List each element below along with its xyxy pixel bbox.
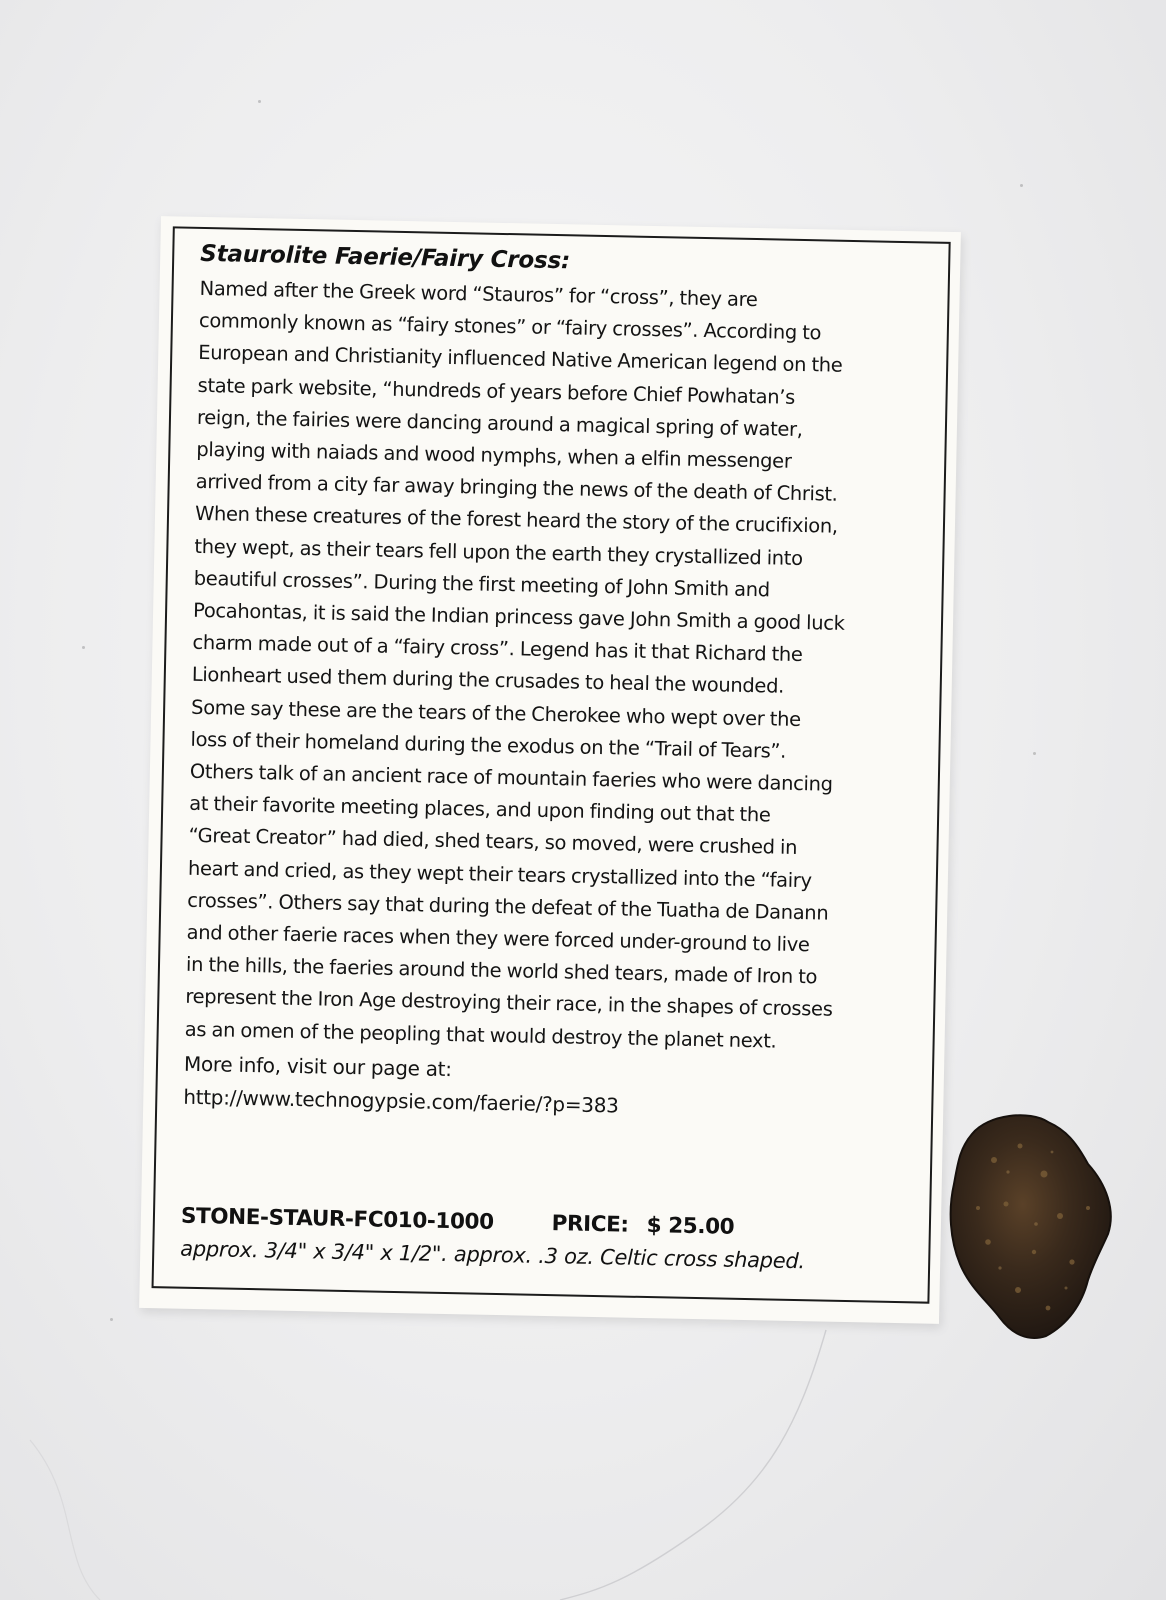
sku-price-row (181, 1204, 921, 1244)
text-line: and other faerie races when they were forced under-ground to live (186, 920, 810, 957)
text-line: state park website, “hundreds of years before Chief Powhatan’s (197, 373, 796, 409)
text-line: they wept, as their tears fell upon the earth they crystallized into (194, 534, 803, 570)
info-card (139, 216, 961, 1324)
surface-speck (1020, 184, 1023, 187)
text-line: Some say these are the tears of the Cherokee who wept over the (190, 695, 801, 731)
text-line: as an omen of the peopling that would destroy the planet next. (184, 1017, 777, 1053)
text-line: beautiful crosses”. During the first meeting of John Smith and (193, 566, 771, 602)
more-info-label: More info, visit our page at: (183, 1051, 452, 1081)
surface-speck (110, 1318, 113, 1321)
staurolite-stone (948, 1112, 1118, 1342)
price-value: $ 25.00 (646, 1213, 735, 1240)
text-line: Lionheart used them during the crusades to heal the wounded. (191, 663, 785, 699)
text-line: crosses”. Others say that during the defeat of the Tuatha de Danann (187, 888, 829, 925)
text-line: reign, the fairies were dancing around a magical spring of water, (196, 405, 803, 441)
text-line: commonly known as “fairy stones” or “fairy crosses”. According to (198, 309, 822, 345)
text-line: playing with naiads and wood nymphs, when a elfin messenger (196, 437, 792, 473)
sku-code: STONE-STAUR-FC010-1000 (180, 1203, 494, 1235)
text-line: at their favorite meeting places, and upon finding out that the (189, 792, 771, 827)
text-line: heart and cried, as they wept their tears crystallized into the “fairy (187, 856, 812, 892)
price-label: PRICE: (551, 1211, 629, 1238)
surface-speck (258, 100, 261, 103)
text-line: charm made out of a “fairy cross”. Legend has it that Richard the (192, 631, 803, 667)
surface-speck (82, 646, 85, 649)
product-footer (180, 1204, 921, 1276)
text-line: arrived from a city far away bringing the news of the death of Christ. (195, 470, 838, 506)
text-line: Pocahontas, it is said the Indian princess gave John Smith a good luck (192, 598, 845, 635)
card-title: Staurolite Faerie/Fairy Cross: (200, 240, 571, 275)
more-info (183, 1048, 918, 1129)
text-line: loss of their homeland during the exodus on the “Trail of Tears”. (190, 727, 787, 763)
text-line: Named after the Greek word “Stauros” for “cross”, they are (199, 276, 758, 312)
text-line: represent the Iron Age destroying their race, in the shapes of crosses (185, 985, 833, 1022)
legend-text (184, 273, 933, 1060)
text-line: “Great Creator” had died, shed tears, so moved, were crushed in (188, 824, 798, 860)
text-line: When these creatures of the forest heard the story of the crucifixion, (194, 502, 838, 539)
surface-speck (1033, 752, 1036, 755)
text-line: European and Christianity influenced Native American legend on the (198, 341, 843, 378)
text-line: Others talk of an ancient race of mountain faeries who were dancing (189, 759, 833, 796)
text-line: in the hills, the faeries around the world shed tears, made of Iron to (185, 953, 818, 989)
product-specs: approx. 3/4" x 3/4" x 1/2". approx. .3 oz. Celtic cross shaped. (180, 1236, 805, 1274)
info-url: http://www.technogypsie.com/faerie/?p=383 (183, 1084, 619, 1118)
card-border (152, 226, 951, 1303)
